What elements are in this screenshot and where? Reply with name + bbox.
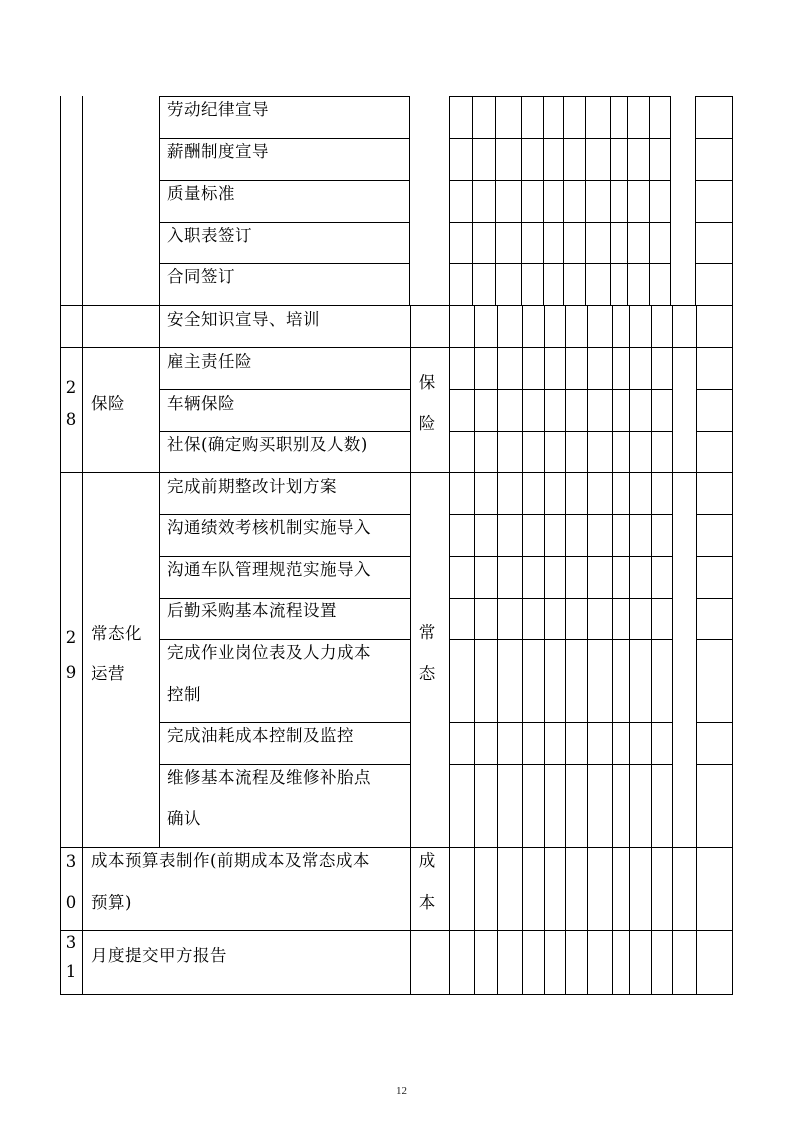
table-border <box>563 96 564 306</box>
task-cell: 社保(确定购买职别及人数) <box>167 435 368 454</box>
table-border <box>159 389 410 390</box>
seq-number: 9 <box>65 663 77 682</box>
table-border <box>497 305 498 995</box>
task-cell: 入职表签订 <box>167 226 252 245</box>
table-border <box>696 722 733 723</box>
table-border <box>495 96 496 306</box>
task-cell: 后勤采购基本流程设置 <box>167 601 337 620</box>
table-border <box>449 722 672 723</box>
task-cell: 沟通车队管理规范实施导入 <box>167 560 371 579</box>
table-border <box>449 138 671 139</box>
table-border <box>159 722 410 723</box>
tag-cell: 保 <box>418 373 436 392</box>
table-border <box>159 263 410 264</box>
table-border <box>449 222 671 223</box>
table-border <box>610 96 611 306</box>
category-cell: 保险 <box>91 394 125 413</box>
table-border <box>409 96 410 306</box>
table-border <box>449 180 671 181</box>
task-cell: 维修基本流程及维修补胎点 <box>167 768 371 787</box>
table-border <box>159 598 410 599</box>
task-cell: 控制 <box>167 685 201 704</box>
page-number: 12 <box>396 1085 407 1097</box>
table-border <box>449 305 450 995</box>
seq-number: 3 <box>65 852 77 871</box>
table-border <box>449 639 672 640</box>
table-border <box>732 305 733 995</box>
task-cell: 完成油耗成本控制及监控 <box>167 726 354 745</box>
table-border <box>695 138 733 139</box>
table-border <box>60 994 733 995</box>
table-border <box>696 556 733 557</box>
table-border <box>60 96 61 306</box>
task-cell: 完成前期整改计划方案 <box>167 477 337 496</box>
table-border <box>696 389 733 390</box>
task-cell: 质量标准 <box>167 184 235 203</box>
table-border <box>565 305 566 995</box>
table-border <box>60 347 733 348</box>
table-border <box>732 96 733 306</box>
table-border <box>159 222 410 223</box>
table-border <box>474 305 475 995</box>
table-border <box>695 96 733 97</box>
table-border <box>696 431 733 432</box>
table-border <box>627 96 628 306</box>
table-border <box>472 96 473 306</box>
tag-cell: 本 <box>418 893 436 912</box>
table-border <box>410 305 411 995</box>
task-cell: 月度提交甲方报告 <box>91 946 227 965</box>
table-border <box>587 305 588 995</box>
table-border <box>695 180 733 181</box>
table-border <box>695 263 733 264</box>
table-border <box>695 222 733 223</box>
table-border <box>159 514 410 515</box>
table-border <box>60 305 733 306</box>
table-border <box>449 598 672 599</box>
task-cell: 劳动纪律宣导 <box>167 100 269 119</box>
table-border <box>159 556 410 557</box>
table-border <box>521 96 522 306</box>
table-border <box>670 96 671 306</box>
table-border <box>449 389 672 390</box>
seq-number: 2 <box>65 378 77 397</box>
table-border <box>159 764 410 765</box>
table-border <box>585 96 586 306</box>
table-border <box>629 305 630 995</box>
table-border <box>159 138 410 139</box>
task-cell: 预算) <box>91 893 132 912</box>
task-cell: 车辆保险 <box>167 394 235 413</box>
task-cell: 薪酬制度宣导 <box>167 142 269 161</box>
seq-number: 3 <box>65 933 77 952</box>
table-border <box>649 96 650 306</box>
seq-number: 0 <box>65 893 77 912</box>
table-border <box>82 96 83 306</box>
table-border <box>696 639 733 640</box>
table-border <box>696 764 733 765</box>
table-border <box>449 263 671 264</box>
table-border <box>612 305 613 995</box>
table-border <box>60 930 733 931</box>
tag-cell: 成 <box>418 851 436 870</box>
category-cell: 运营 <box>91 664 125 683</box>
table-border <box>651 305 652 995</box>
table-border <box>543 96 544 306</box>
table-border <box>544 305 545 995</box>
table-border <box>159 305 160 848</box>
table-border <box>159 180 410 181</box>
table-border <box>449 514 672 515</box>
table-border <box>695 96 696 306</box>
tag-cell: 险 <box>418 414 436 433</box>
table-border <box>672 305 673 995</box>
table-border <box>60 472 733 473</box>
table-border <box>696 305 697 995</box>
table-border <box>449 96 450 306</box>
task-cell: 雇主责任险 <box>167 352 252 371</box>
tag-cell: 态 <box>418 664 436 683</box>
task-cell: 完成作业岗位表及人力成本 <box>167 643 371 662</box>
task-cell: 确认 <box>167 809 201 828</box>
tag-cell: 常 <box>418 623 436 642</box>
table-border <box>696 514 733 515</box>
table-border <box>449 431 672 432</box>
seq-number: 2 <box>65 628 77 647</box>
task-cell: 沟通绩效考核机制实施导入 <box>167 518 371 537</box>
table-border <box>522 305 523 995</box>
task-cell: 合同签订 <box>167 267 235 286</box>
table-border <box>60 847 733 848</box>
task-cell: 安全知识宣导、培训 <box>167 310 320 329</box>
table-border <box>449 556 672 557</box>
table-border <box>449 96 671 97</box>
task-cell: 成本预算表制作(前期成本及常态成本 <box>91 851 370 870</box>
seq-number: 8 <box>65 410 77 429</box>
table-border <box>449 764 672 765</box>
table-border <box>82 305 83 995</box>
table-border <box>159 96 410 97</box>
table-border <box>696 598 733 599</box>
table-border <box>159 639 410 640</box>
category-cell: 常态化 <box>91 624 142 643</box>
table-border <box>159 431 410 432</box>
table-border <box>60 305 61 995</box>
table-border <box>159 96 160 306</box>
seq-number: 1 <box>65 962 77 981</box>
